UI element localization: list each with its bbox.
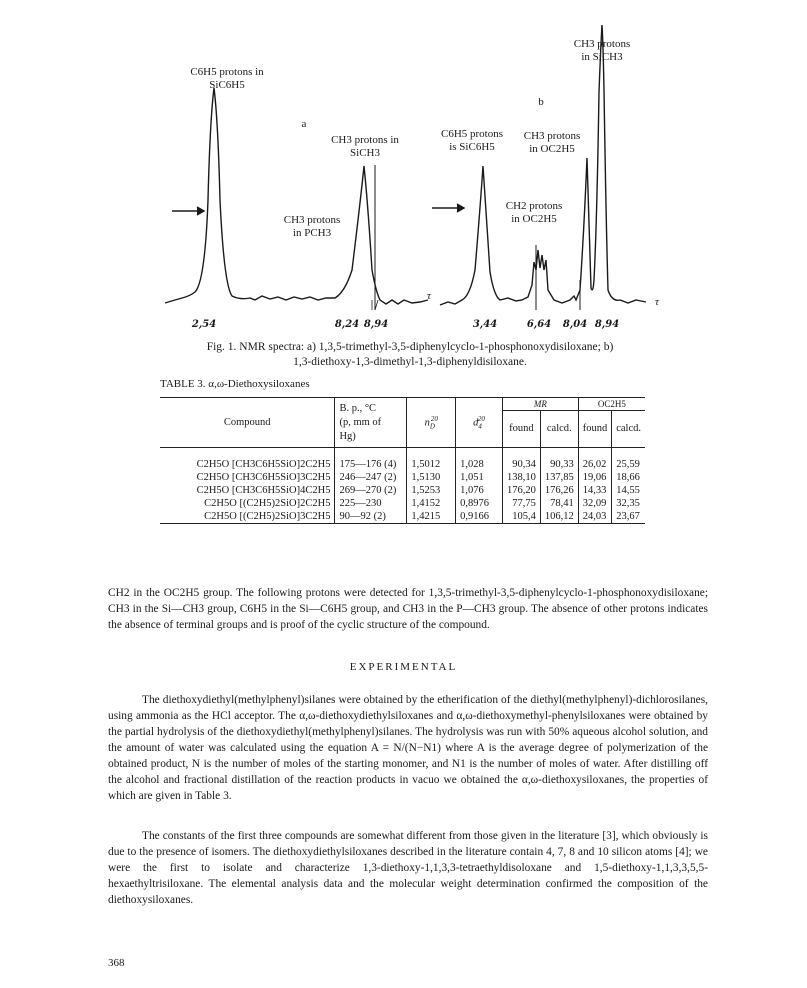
figure-caption: Fig. 1. NMR spectra: a) 1,3,5-trimethyl-3,5-diphenylcyclo-1-phosphonoxydisiloxane; b) 1,3-diethoxy-1,3-dimethyl-1,3-diphenyldisiloxane. xyxy=(206,341,614,368)
tick-a-1: 2,54 xyxy=(191,319,217,330)
spectrum-a-label: a xyxy=(301,118,307,130)
tick-b-3: 8,04 xyxy=(562,319,588,330)
table-title: TABLE 3. α,ω-Diethoxysiloxanes xyxy=(160,378,310,390)
col-mr-calcd: calcd. xyxy=(540,411,578,436)
page-number: 368 xyxy=(108,957,125,969)
body-paragraph-2: The diethoxydiethyl(methylphenyl)silanes were obtained by the etherification of the diethyl(methylphenyl)-dichlorosilanes, using ammonia as the HCl acceptor. The α,ω-diethoxydiethylsiloxanes and α,ω-diethoxymethyl-phenylsiloxanes were obtained by the partial hydrolysis of the diethoxydiethyl(methylphenyl)silanes. The hydrolysis was run with 50% aqueous alcohol solution, and the amount of water was calculated using the equation A = N/(N−N1) where A is the average degree of polymerization of the obtained product, N is the number of moles of the starting monomer, and N1 is the number of moles of water. After distilling off the alcohol and fractional distillation of the reaction products in vacuo we obtained the α,ω-diethoxysiloxanes, the properties of which are given in Table 3. xyxy=(108,694,708,802)
peak-label-b-c6h5: C6H5 protons is SiC6H5 xyxy=(440,128,504,153)
tick-b-4: 8,94 xyxy=(594,319,620,330)
tick-a-3: 8,94 xyxy=(363,319,389,330)
table-row: C2H5O [CH3C6H5SiO]2C2H5 175—176 (4) 1,5012 1,028 90,34 90,33 26,02 25,59 xyxy=(160,458,645,471)
table-row: C2H5O [CH3C6H5SiO]3C2H5 246—247 (2) 1,5130 1,051 138,10 137,85 19,06 18,66 xyxy=(160,471,645,484)
col-d4: $d_4^{20}$ xyxy=(456,398,503,448)
siloxane-properties-table xyxy=(160,397,645,524)
section-heading: EXPERIMENTAL xyxy=(349,661,458,673)
peak-label-a-pch3: CH3 protons in PCH3 xyxy=(283,214,341,239)
spectrum-b-label: b xyxy=(538,96,544,108)
peak-label-b-sich3: CH3 protons in SiCH3 xyxy=(573,38,631,63)
body-paragraph-1: CH2 in the OC2H5 group. The following protons were detected for 1,3,5-trimethyl-3,5-diphenylcyclo-1-phosphonoxydisiloxane; CH3 in the Si—CH3 group, C6H5 in the Si—C6H5 group, and CH3 in the P—CH3 group. The absence of other protons indicates the absence of terminal groups and is proof of the cyclic structure of the compound. xyxy=(108,587,708,631)
table-row: C2H5O [(C2H5)2SiO]2C2H5 225—230 1,4152 0,8976 77,75 78,41 32,09 32,35 xyxy=(160,497,645,510)
col-oc-found: found xyxy=(578,411,612,436)
tau-b: τ xyxy=(655,296,659,308)
table-row: C2H5O [(C2H5)2SiO]3C2H5 90—92 (2) 1,4215 0,9166 105,4 106,12 24,03 23,67 xyxy=(160,510,645,524)
col-mr: MR xyxy=(502,398,578,411)
col-bp: B. p., °C (p, mm of Hg) xyxy=(335,398,407,448)
body-paragraph-3: The constants of the first three compounds are somewhat different from those given in the literature [3], which obviously is due to the presence of isomers. The diethoxydiethylsiloxanes described in the literature contain 4, 7, 8 and 10 silicon atoms [4]; we were the first to isolate and characterize 1,3-diethoxy-1,1,3,3-tetraethyldisoloxane and 1,5-diethoxy-1,1,3,3,5,5-hexaethyltrisiloxane. The elemental analysis data and the molecular weight determination confirmed the composition of the diethoxysiloxanes. xyxy=(108,830,708,906)
col-oc-calcd: calcd. xyxy=(612,411,645,436)
tau-a: τ xyxy=(427,290,431,302)
peak-label-a-c6h5: C6H5 protons in SiC6H5 xyxy=(190,66,264,91)
tick-b-1: 3,44 xyxy=(472,319,498,330)
col-mr-found: found xyxy=(502,411,540,436)
table-row: C2H5O [CH3C6H5SiO]4C2H5 269—270 (2) 1,5253 1,076 176,20 176,26 14,33 14,55 xyxy=(160,484,645,497)
tick-a-2: 8,24 xyxy=(334,319,360,330)
peak-label-a-sich3: CH3 protons in SiCH3 xyxy=(331,134,399,159)
spectrum-b-trace xyxy=(440,25,646,305)
peak-label-b-oc2h5-ch3: CH3 protons in OC2H5 xyxy=(523,130,581,155)
col-oc2h5: OC2H5 xyxy=(578,398,645,411)
tick-b-2: 6,64 xyxy=(526,319,552,330)
col-nd: $n_D^{20}$ xyxy=(407,398,456,448)
nmr-spectra-figure xyxy=(0,0,807,340)
peak-label-b-oc2h5-ch2: CH2 protons in OC2H5 xyxy=(505,200,563,225)
col-compound: Compound xyxy=(223,417,271,428)
